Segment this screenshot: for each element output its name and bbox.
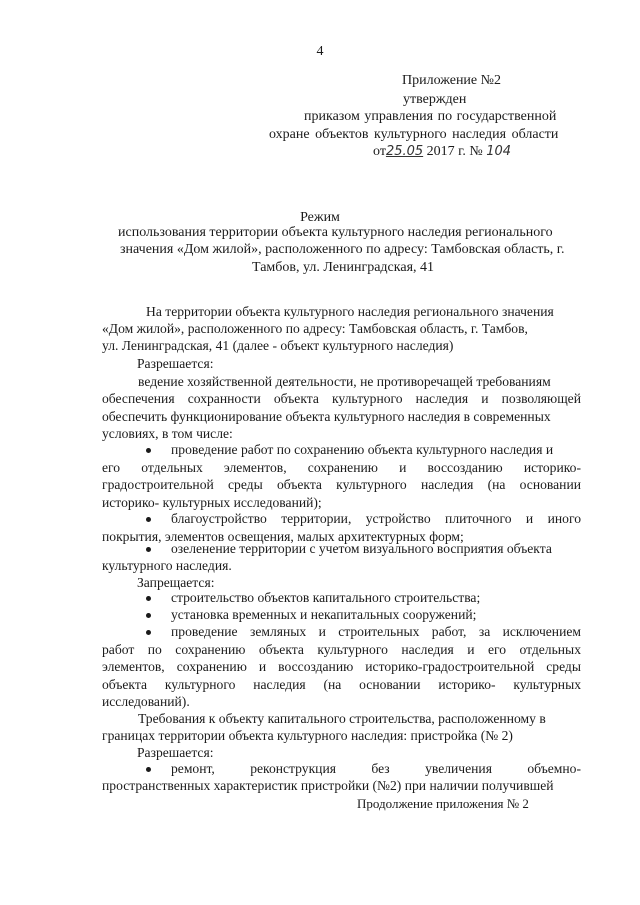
forbidden-item-2: установка временных и некапитальных сооружений; bbox=[171, 607, 477, 622]
heading-line-3: Тамбов, ул. Ленинградская, 41 bbox=[252, 260, 435, 275]
bullet-icon bbox=[146, 630, 151, 635]
forbidden-item-3-line-1: проведение земляных и строительных работ, за исключением bbox=[171, 624, 581, 639]
date-prefix: от bbox=[373, 144, 386, 159]
bullet2-line-2: покрытия, элементов освещения, малых архитектурных форм; bbox=[102, 529, 464, 544]
allowed-label-2: Разрешается: bbox=[137, 745, 214, 760]
order-date-line bbox=[373, 144, 511, 160]
allowed-para-line-2: обеспечения сохранности объекта культурного наследия и позволяющей bbox=[102, 391, 581, 406]
bullet-icon bbox=[146, 448, 151, 453]
page-number: 4 bbox=[316, 44, 324, 59]
appendix-title: Приложение №2 bbox=[402, 73, 501, 88]
continuation-note: Продолжение приложения № 2 bbox=[357, 796, 529, 811]
bullet1-line-4: историко- культурных исследований); bbox=[102, 495, 322, 510]
bullet-icon bbox=[146, 613, 151, 618]
bullet-icon bbox=[146, 517, 151, 522]
bullet2-line-1: благоустройство территории, устройство плиточного и иного bbox=[171, 511, 581, 526]
intro-line-1: На территории объекта культурного наследия регионального значения bbox=[146, 304, 554, 319]
heading-line-2: значения «Дом жилой», расположенного по адресу: Тамбовская область, г. bbox=[120, 242, 565, 257]
date-year: 2017 г. № bbox=[423, 144, 483, 159]
document-heading: Режим bbox=[300, 210, 340, 225]
allowed-para-line-3: обеспечить функционирование объекта культурного наследия в современных bbox=[102, 409, 551, 424]
forbidden-item-3-line-5: исследований). bbox=[102, 694, 190, 709]
forbidden-item-3-line-3: элементов, сохранению и воссозданию историко-градостроительной среды bbox=[102, 659, 581, 674]
heading-line-1: использования территории объекта культурного наследия регионального bbox=[118, 225, 553, 240]
requirements-line-2: границах территории объекта культурного наследия: пристройка (№ 2) bbox=[102, 728, 513, 743]
order-line-2: охране объектов культурного наследия области bbox=[269, 127, 559, 142]
bullet1-line-2: его отдельных элементов, сохранению и воссозданию историко- bbox=[102, 460, 581, 475]
allowed-para-line-4: условиях, в том числе: bbox=[102, 426, 233, 441]
bullet3-line-1: озеленение территории с учетом визуального восприятия объекта bbox=[171, 541, 552, 556]
handwritten-number: 104 bbox=[486, 144, 512, 159]
requirements-line-1: Требования к объекту капитального строительства, расположенному в bbox=[138, 711, 546, 726]
order-line-1: приказом управления по государственной bbox=[304, 109, 557, 124]
bullet3-line-2: культурного наследия. bbox=[102, 558, 232, 573]
intro-line-3: ул. Ленинградская, 41 (далее - объект культурного наследия) bbox=[102, 338, 454, 353]
bullet1-line-1: проведение работ по сохранению объекта культурного наследия и bbox=[171, 442, 554, 457]
forbidden-item-1: строительство объектов капитального строительства; bbox=[171, 590, 481, 605]
allowed-label-1: Разрешается: bbox=[137, 356, 214, 371]
approved-label: утвержден bbox=[403, 92, 467, 107]
bullet-icon bbox=[146, 547, 151, 552]
repair-item-line-1: ремонт, реконструкция без увеличения объемно- bbox=[171, 761, 581, 776]
bullet-icon bbox=[146, 767, 151, 772]
intro-line-2: «Дом жилой», расположенного по адресу: Тамбовская область, г. Тамбов, bbox=[102, 321, 528, 336]
allowed-para-line-1: ведение хозяйственной деятельности, не противоречащей требованиям bbox=[138, 374, 551, 389]
repair-item-line-2: пространственных характеристик пристройки (№2) при наличии получившей bbox=[102, 778, 554, 793]
forbidden-item-3-line-2: работ по сохранению объекта культурного наследия и его отдельных bbox=[102, 642, 581, 657]
handwritten-date: 25.05 bbox=[385, 144, 424, 159]
bullet1-line-3: градостроительной среды объекта культурного наследия (на основании bbox=[102, 477, 581, 492]
bullet-icon bbox=[146, 596, 151, 601]
forbidden-item-3-line-4: объекта культурного наследия (на основании историко- культурных bbox=[102, 677, 581, 692]
forbidden-label: Запрещается: bbox=[137, 575, 215, 590]
